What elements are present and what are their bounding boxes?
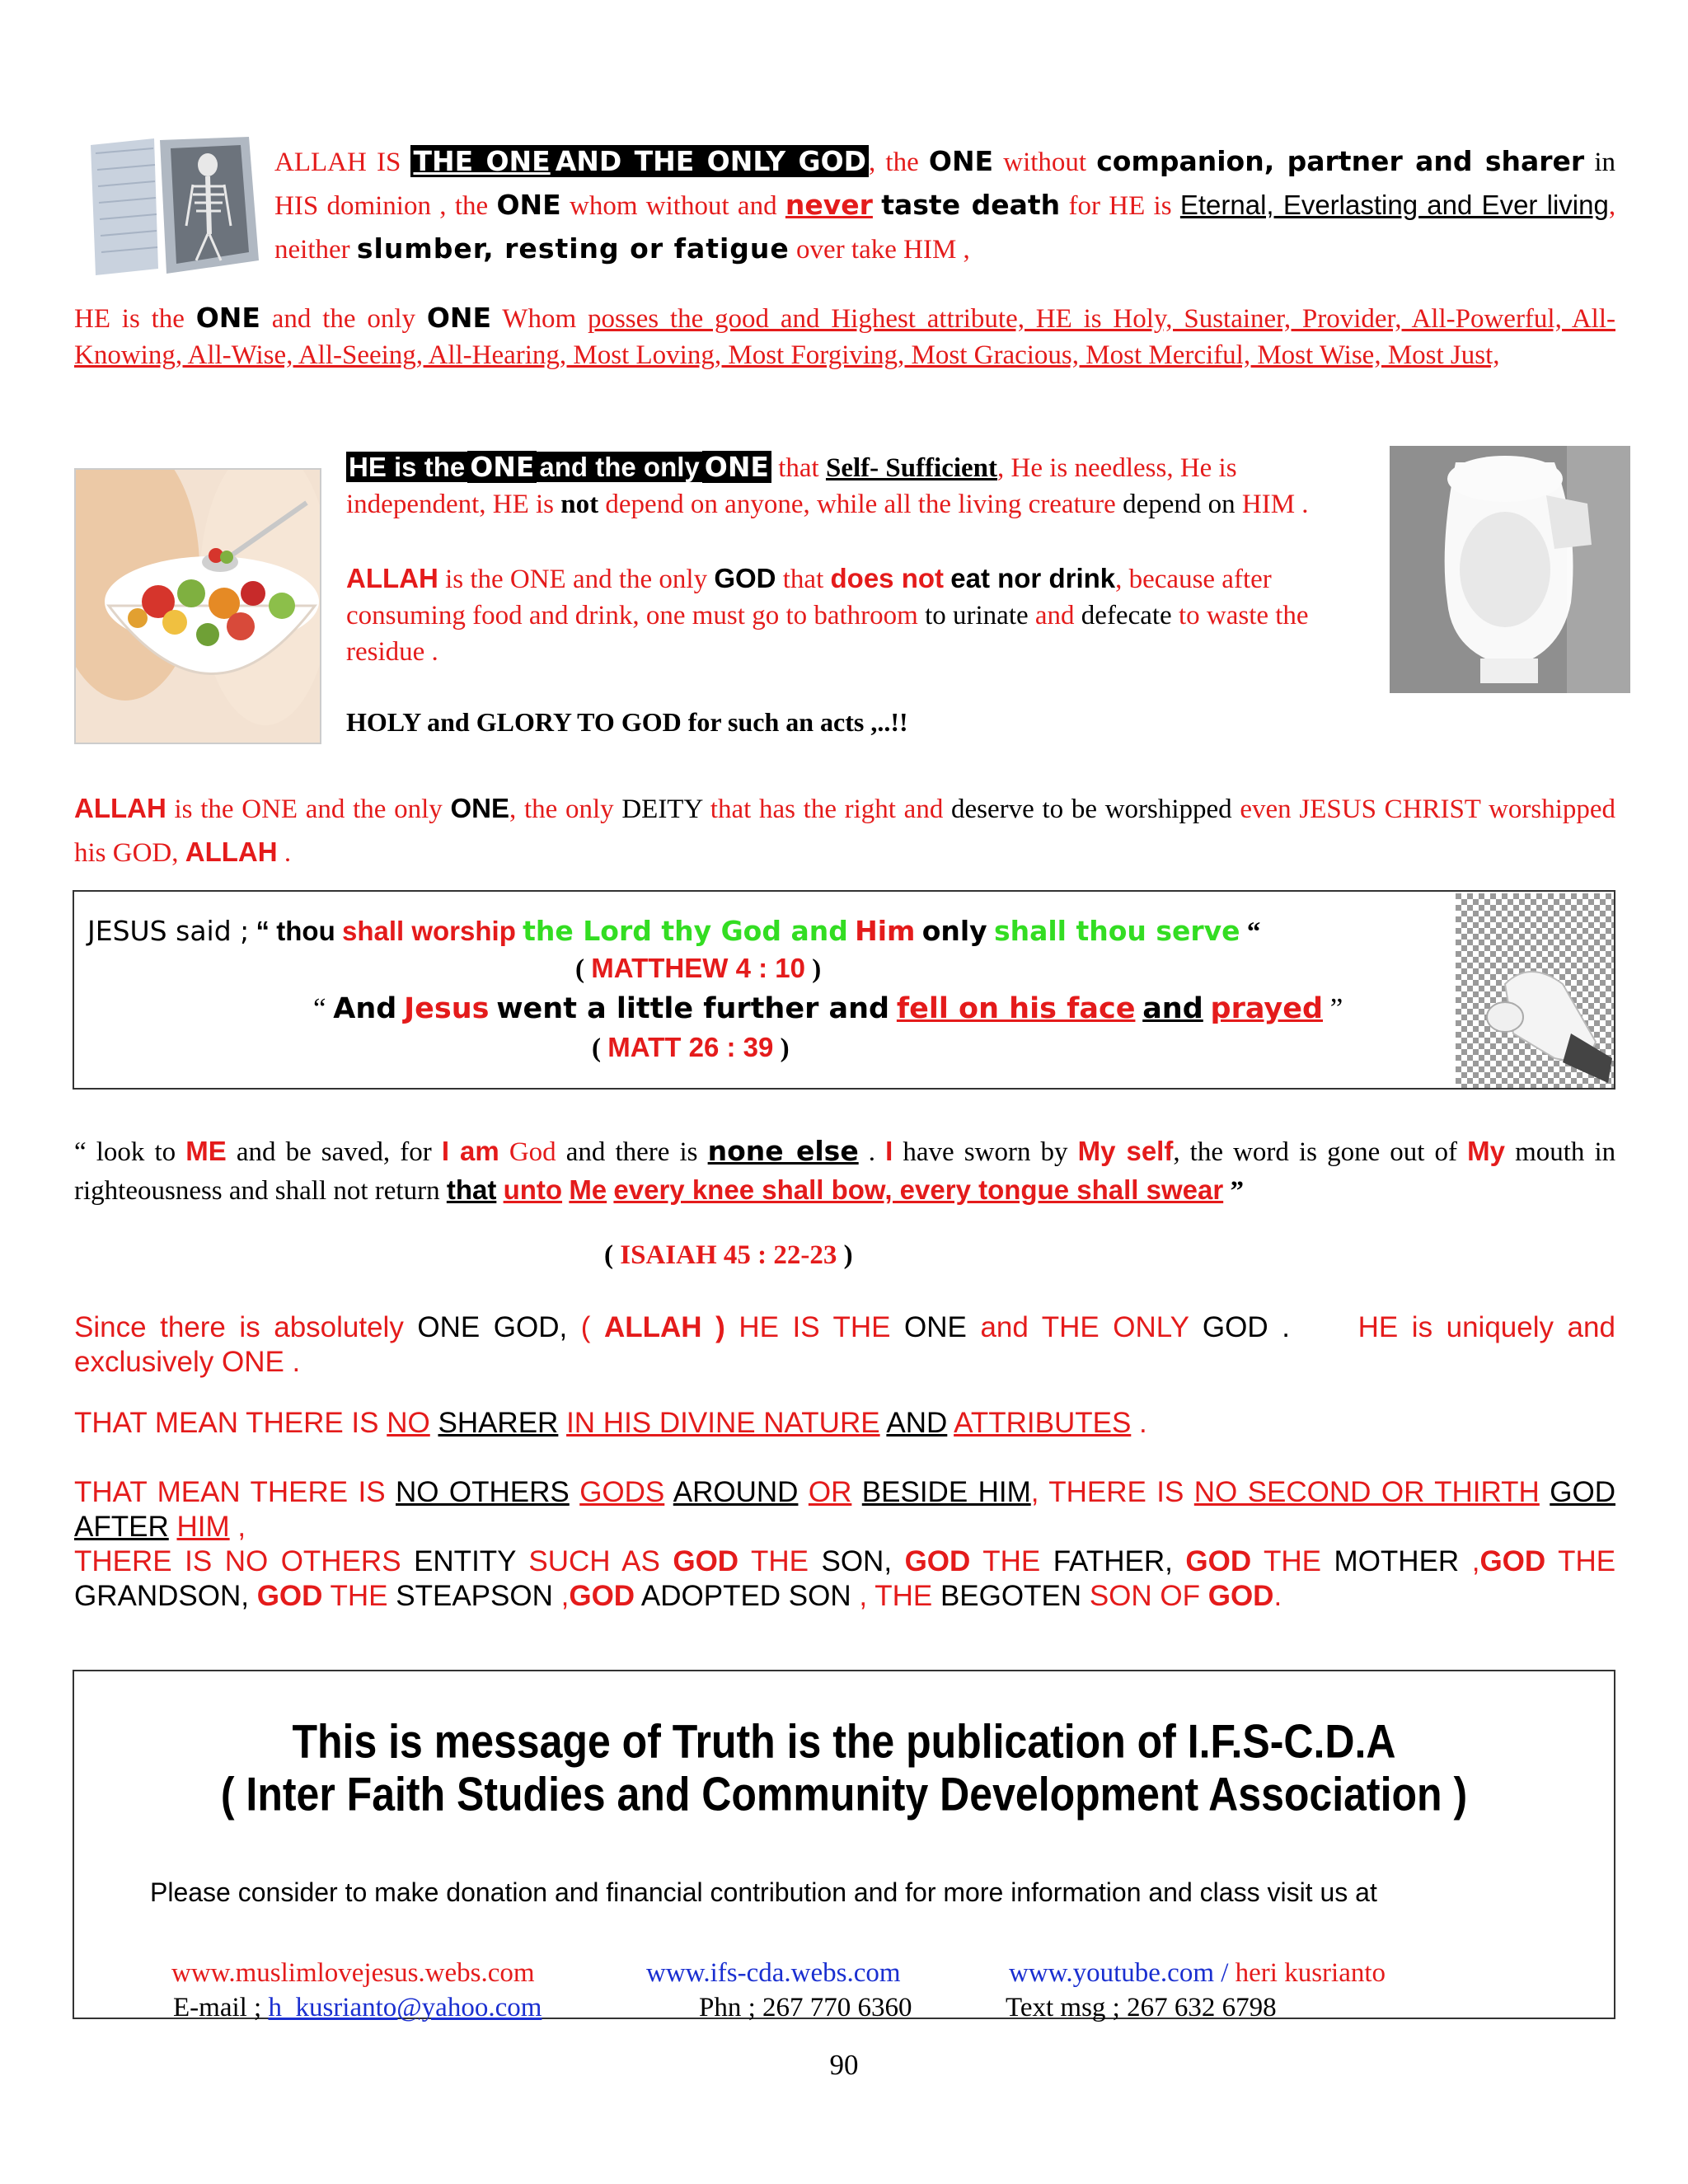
statement-no-others: THAT MEAN THERE IS NO OTHERS GODS AROUND OR BESIDE HIM, THERE IS NO SECOND OR THIRTH GOD AFTER HIM , (74, 1476, 1615, 1543)
quote-line-2: “ And Jesus went a little further and fell on his face and prayed ” (313, 992, 1343, 1025)
quote-ref-1: ( MATTHEW 4 : 10 ) (575, 953, 822, 984)
salad-bowl-image (74, 468, 321, 744)
deity-paragraph: ALLAH is the ONE and the only ONE, the only DEITY that has the right and deserve to be worshipped even JESUS CHRIST worshipped his GOD, ALLAH . (74, 793, 1616, 868)
skeleton-coffin-image (84, 137, 261, 277)
statement-no-entity: THERE IS NO OTHERS ENTITY SUCH AS GOD THE SON, GOD THE FATHER, GOD THE MOTHER ,GOD THE GRANDSON, GOD THE STEAPSON ,GOD ADOPTED SON , THE BEGOTEN SON OF GOD. (74, 1545, 1616, 1612)
attributes-list: posses the good and Highest attribute, HE is Holy, Sustainer, Provider, All-Powerful, All-Knowing, All-Wise, All-Seeing, All-Hearing, Most Loving, Most Forgiving, Most Gracious, Most Merciful, Most Wise, Most Just, (74, 304, 1615, 370)
quote-line-1: JESUS said ; “ thou shall worship the Lord thy God and Him only shall thou serve “ (87, 915, 1261, 947)
page-number: 90 (829, 2049, 859, 2081)
toilet-image (1390, 446, 1630, 693)
quote-ref-2: ( MATT 26 : 39 ) (592, 1032, 790, 1063)
footer-title-line-2: ( Inter Faith Studies and Community Development Association ) (220, 1767, 1468, 1821)
isaiah-reference: ( ISAIAH 45 : 22-23 ) (604, 1240, 853, 1270)
footer-email: E-mail ; h_kusrianto@yahoo.com (173, 1993, 542, 2022)
self-sufficient-paragraph: HE is the ONE and the only ONE that Self- Sufficient, He is needless, He is independent, HE is not depend on anyone, while all the living creature depend on HIM . (346, 451, 1309, 519)
praying-man-image (1456, 893, 1614, 1088)
footer-phone: Phn ; 267 770 6360 (699, 1993, 912, 2022)
holy-glory-line: HOLY and GLORY TO GOD for such an acts ,..!! (346, 707, 908, 737)
footer-link-muslimlovejesus[interactable]: www.muslimlovejesus.webs.com (171, 1958, 535, 1988)
footer-text-msg: Text msg ; 267 632 6798 (1006, 1993, 1277, 2022)
intro-allah: ALLAH (274, 148, 367, 177)
eat-drink-paragraph: ALLAH is the ONE and the only GOD that does not eat nor drink, because after consuming food and drink, one must go to bathroom to urinate and defecate to waste the residue . (346, 563, 1309, 667)
publication-footer-box (73, 1670, 1615, 2022)
statement-one-god: Since there is absolutely ONE GOD, ( ALLAH ) HE IS THE ONE and THE ONLY GOD . HE is uniquely and exclusively ONE . (74, 1311, 1615, 1378)
attributes-paragraph: HE is the ONE and the only ONE Whom posses the good and Highest attribute, HE is Holy, Sustainer, Provider, All-Powerful, All-Knowing, All-Wise, All-Seeing, All-Hearing, Most Loving, Most Forgiving, Most Gracious, Most Merciful, Most Wise, Most Just, (74, 302, 1615, 370)
isaiah-quote: “ look to ME and be saved, for I am God and there is none else . I have sworn by My self, the word is gone out of My mouth in righteousness and shall not return that unto Me every knee shall bow, every tongue shall swear ” (74, 1135, 1616, 1206)
footer-title-line-1: This is message of Truth is the publication of I.F.S-C.D.A (292, 1714, 1396, 1769)
intro-paragraph: ALLAH IS THE ONE AND THE ONLY GOD, the ONE without companion, partner and sharer in HIS dominion , the ONE whom without and never taste death for HE is Eternal, Everlasting and Ever living, neither slumber, resting or fatigue over take HIM , (274, 145, 1616, 265)
jesus-quote-box (73, 890, 1615, 1090)
email-link[interactable]: h_kusrianto@yahoo.com (268, 1993, 542, 2022)
footer-donation-text: Please consider to make donation and financial contribution and for more information and class visit us at (150, 1877, 1377, 1907)
intro-never: never (785, 189, 873, 221)
footer-link-ifs-cda[interactable]: www.ifs-cda.webs.com (646, 1958, 901, 1988)
statement-no-sharer: THAT MEAN THERE IS NO SHARER IN HIS DIVINE NATURE AND ATTRIBUTES . (74, 1407, 1147, 1439)
intro-the-one-highlight: THE ONE (410, 145, 552, 177)
self-sufficient-term: Self- Sufficient (825, 453, 998, 483)
footer-link-youtube[interactable]: www.youtube.com / heri kusrianto (1009, 1958, 1386, 1988)
